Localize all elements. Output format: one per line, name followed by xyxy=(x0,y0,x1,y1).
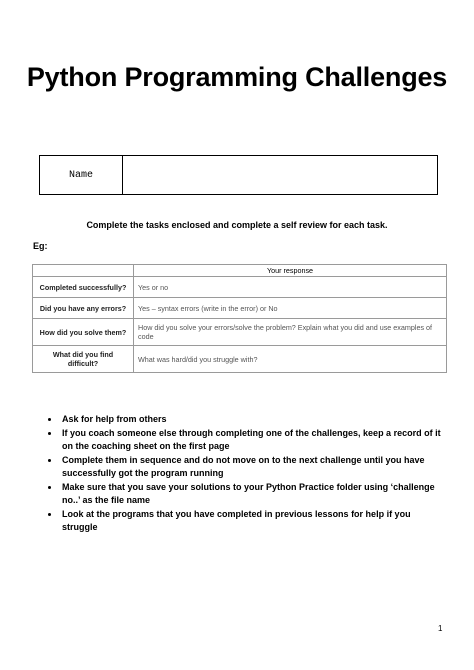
name-box xyxy=(39,155,438,195)
table-answer: Yes or no xyxy=(134,277,447,298)
list-item: • Ask for help from others xyxy=(60,413,445,427)
table-row xyxy=(33,346,447,373)
table-row xyxy=(33,298,447,319)
table-header-your-response: Your response xyxy=(134,265,447,277)
table-question: Completed successfully? xyxy=(33,277,134,298)
name-field[interactable] xyxy=(123,156,437,194)
table-answer: Yes – syntax errors (write in the error) or No xyxy=(134,298,447,319)
table-header-empty xyxy=(33,265,134,277)
name-label: Name xyxy=(40,156,123,194)
list-item: • Make sure that you save your solutions to your Python Practice folder using ‘challenge no..’ as the file name xyxy=(60,481,445,508)
table-row xyxy=(33,319,447,346)
table-question: Did you have any errors? xyxy=(33,298,134,319)
table-header-row xyxy=(33,265,447,277)
table-row xyxy=(33,277,447,298)
self-review-table xyxy=(32,264,447,373)
table-question: What did you find difficult? xyxy=(33,346,134,373)
table-answer: How did you solve your errors/solve the problem? Explain what you did and use examples of code xyxy=(134,319,447,346)
list-item: • Look at the programs that you have completed in previous lessons for help if you struggle xyxy=(60,508,445,535)
page-number: 1 xyxy=(438,624,443,633)
list-item: • If you coach someone else through completing one of the challenges, keep a record of it on the coaching sheet on the first page xyxy=(60,427,445,454)
table-question: How did you solve them? xyxy=(33,319,134,346)
table-answer: What was hard/did you struggle with? xyxy=(134,346,447,373)
example-label: Eg: xyxy=(33,241,48,251)
instructions-list xyxy=(30,413,445,535)
page-title: Python Programming Challenges xyxy=(26,62,448,92)
list-item: • Complete them in sequence and do not move on to the next challenge until you have successfully got the program running xyxy=(60,454,445,481)
instruction-text: Complete the tasks enclosed and complete a self review for each task. xyxy=(86,220,388,230)
